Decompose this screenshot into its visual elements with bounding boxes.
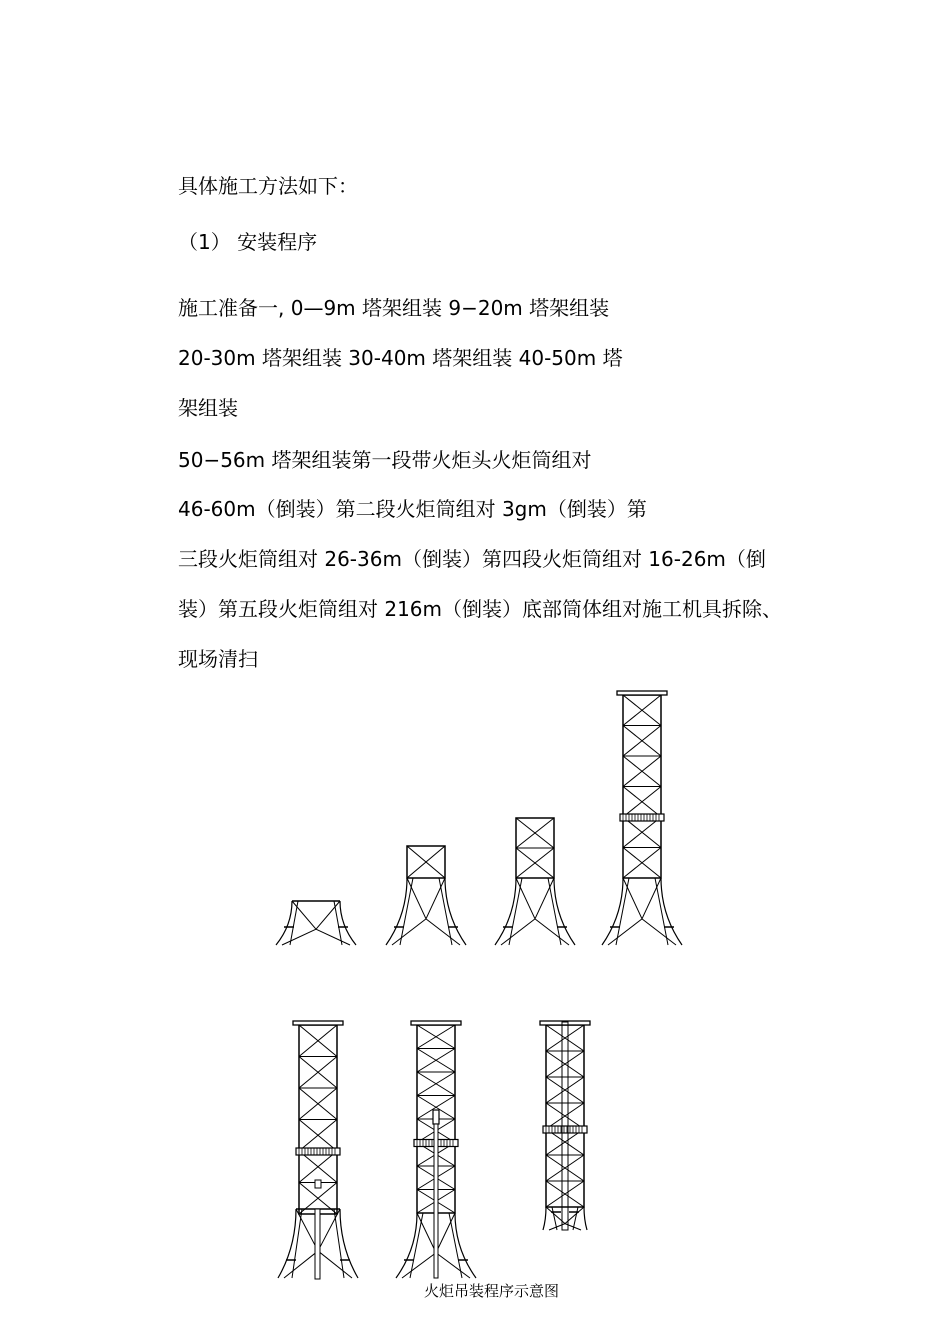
stage-2-panels	[495, 818, 575, 945]
stage-complete	[540, 1021, 590, 1230]
step-line: 20-30m 塔架组装 30-40m 塔架组装 40-50m 塔	[178, 346, 623, 370]
figure-caption: 火炬吊装程序示意图	[424, 1282, 560, 1300]
step-line: 施工准备一, 0—9m 塔架组装 9−20m 塔架组装	[178, 296, 610, 320]
step-line: 46-60m（倒装）第二段火炬筒组对 3gm（倒装）第	[178, 497, 647, 521]
stage-lift-raised	[278, 1021, 358, 1279]
step-line: 架组装	[178, 396, 238, 420]
intro-text: 具体施工方法如下：	[178, 174, 358, 198]
stage-1-panel	[386, 846, 466, 945]
step-line: 50−56m 塔架组装第一段带火炬头火炬筒组对	[178, 448, 592, 472]
section-heading: （1） 安装程序	[178, 230, 318, 254]
step-line: 三段火炬筒组对 26-36m（倒装）第四段火炬筒组对 16-26m（倒	[178, 547, 766, 571]
step-line: 装）第五段火炬筒组对 216m（倒装）底部筒体组对施工机具拆除、	[178, 597, 783, 621]
stage-lift-lowered	[396, 1021, 476, 1278]
step-line: 现场清扫	[178, 647, 258, 671]
stage-legs-only	[276, 901, 356, 945]
stage-full-tower	[602, 691, 682, 945]
